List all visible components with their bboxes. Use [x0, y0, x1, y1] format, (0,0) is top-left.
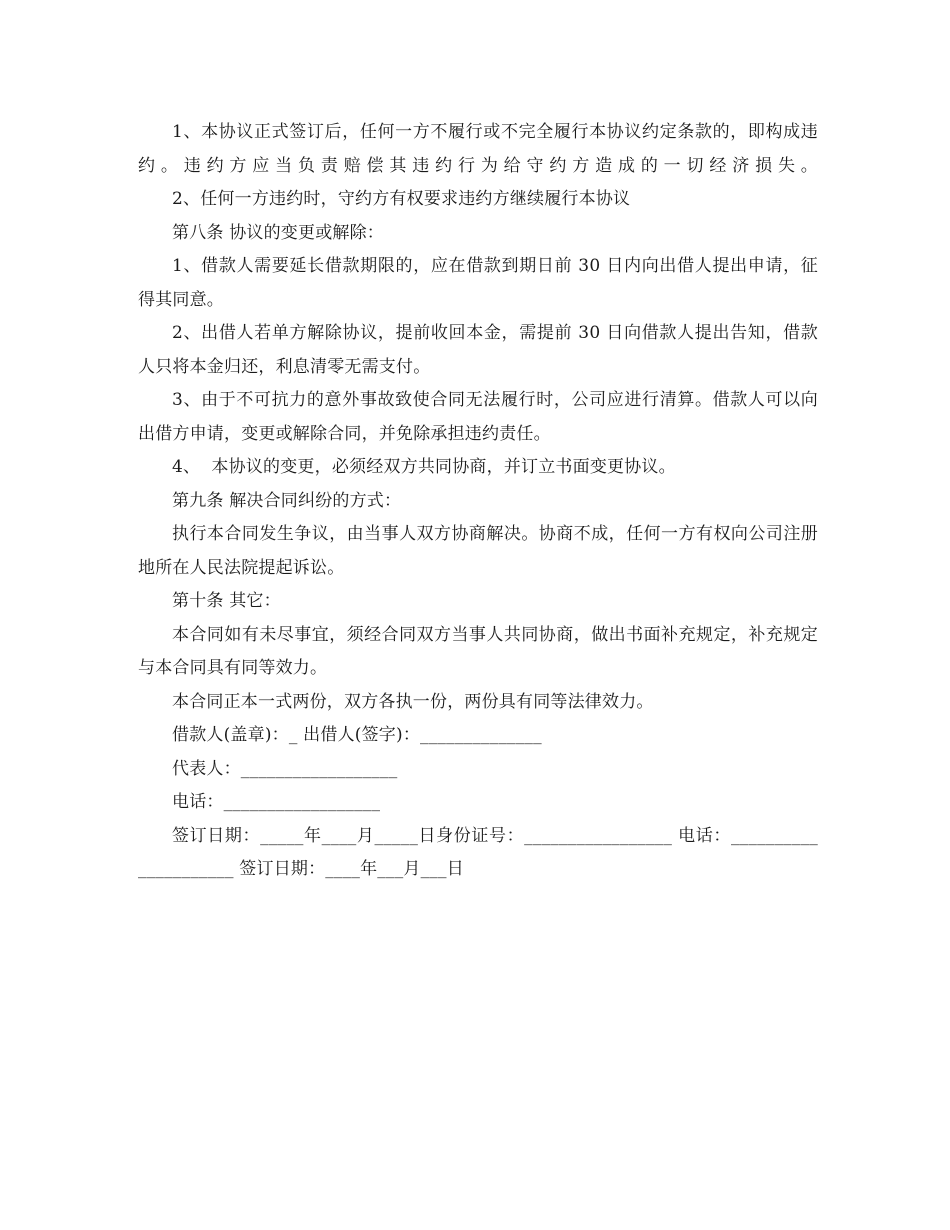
clause-10-body: 本合同如有未尽事宜，须经合同双方当事人共同协商，做出书面补充规定，补充规定与本合同具有同等效力。: [138, 624, 818, 678]
signing-date-line: 签订日期：_____年____月_____日身份证号：_________________ 电话：_____________________ 签订日期：____年___月___日: [138, 825, 818, 879]
clause-8-item-2: 2、出借人若单方解除协议，提前收回本金，需提前 30 日向借款人提出告知，借款人只将本金归还，利息清零无需支付。: [138, 323, 818, 377]
clause-9-body: 执行本合同发生争议，由当事人双方协商解决。协商不成，任何一方有权向公司注册地所在人民法院提起诉讼。: [138, 524, 818, 578]
copies-statement: 本合同正本一式两份，双方各执一份，两份具有同等法律效力。: [172, 691, 654, 712]
clause-7-item-2: 2、任何一方违约时，守约方有权要求违约方继续履行本协议: [172, 189, 631, 209]
clause-8-item-3: 3、由于不可抗力的意外事故致使合同无法履行时，公司应进行清算。借款人可以向出借方申请，变更或解除合同，并免除承担违约责任。: [138, 390, 818, 444]
representative-line: 代表人：__________________: [172, 758, 398, 779]
clause-8-item-1: 1、借款人需要延长借款期限的，应在借款到期日前 30 日内向出借人提出申请，征得其同意。: [138, 256, 818, 310]
signature-parties-line: 借款人(盖章)：_ 出借人(签字)：______________: [172, 725, 542, 745]
document-body: [138, 116, 818, 887]
phone-line: 电话：__________________: [172, 792, 381, 812]
clause-10-heading: 第十条 其它：: [172, 591, 281, 611]
clause-7-item-1: 1、本协议正式签订后，任何一方不履行或不完全履行本协议约定条款的，即构成违约。违约方应当负责赔偿其违约行为给守约方造成的一切经济损失。: [138, 122, 818, 176]
clause-9-heading: 第九条 解决合同纠纷的方式：: [172, 490, 402, 511]
clause-8-item-4: 4、 本协议的变更，必须经双方共同协商，并订立书面变更协议。: [172, 457, 676, 477]
clause-8-heading: 第八条 协议的变更或解除：: [172, 222, 385, 243]
